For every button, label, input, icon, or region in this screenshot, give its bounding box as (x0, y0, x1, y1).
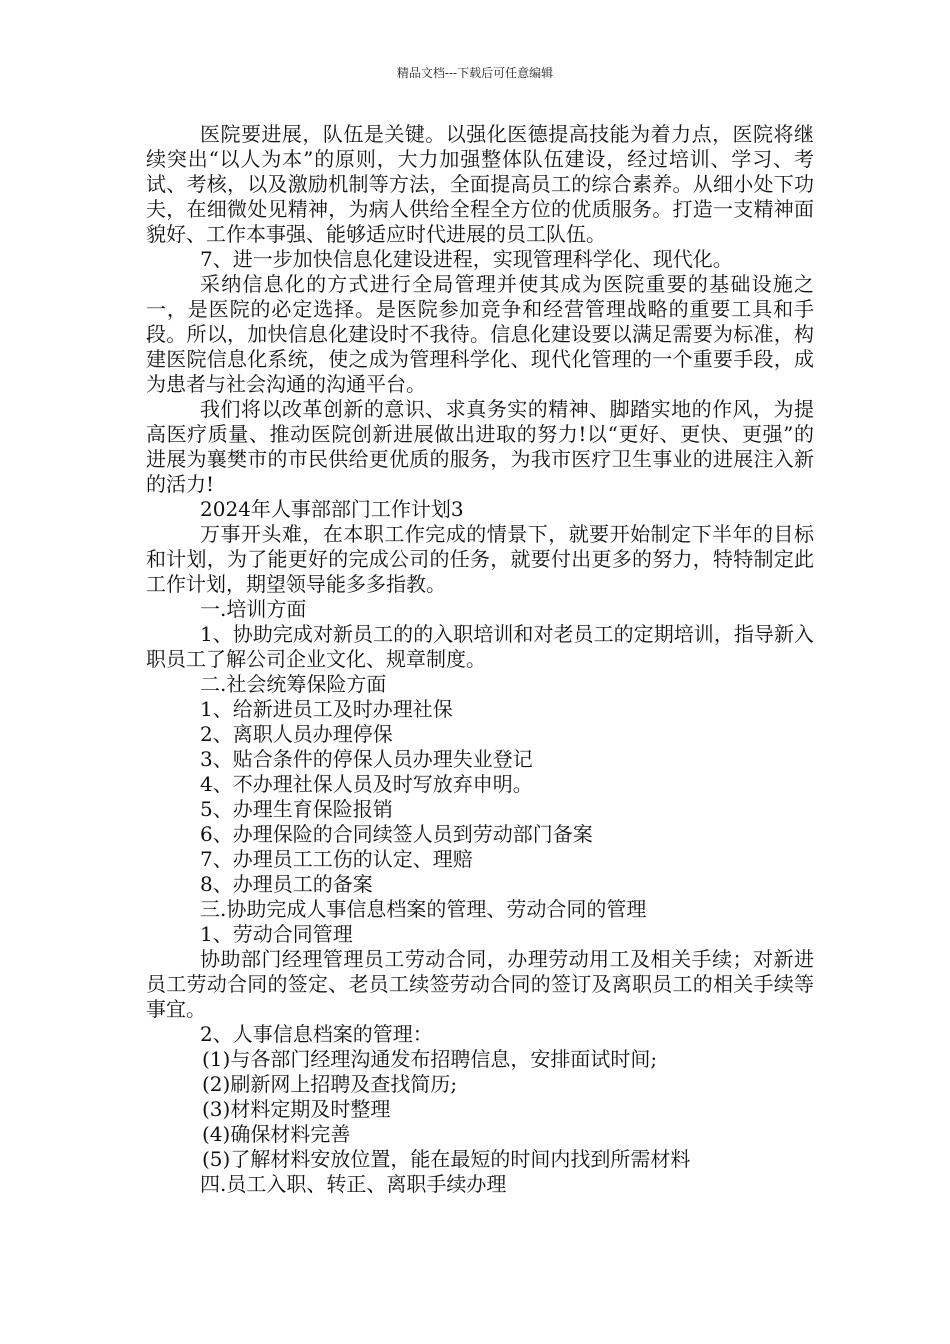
paragraph: 采纳信息化的方式进行全局管理并使其成为医院重要的基础设施之一，是医院的必定选择。是医院参加竞争和经营管理战略的重要工具和手段。所以，加快信息化建设时不我待。信息化建设要以满足需要为标准，构建医院信息化系统，使之成为管理科学化、现代化管理的一个重要手段，成为患者与社会沟通的沟通平台。 (146, 272, 814, 396)
paragraph: 协助部门经理管理员工劳动合同，办理劳动用工及相关手续；对新进员工劳动合同的签定、老员工续签劳动合同的签订及离职员工的相关手续等事宜。 (146, 947, 814, 1021)
paragraph: (3)材料定期及时整理 (202, 1097, 391, 1121)
paragraph: 7、办理员工工伤的认定、理赔 (200, 847, 473, 871)
paragraph: 1、协助完成对新员工的的入职培训和对老员工的定期培训，指导新入职员工了解公司企业文化、规章制度。 (146, 622, 814, 671)
paragraph: (2)刷新网上招聘及查找简历; (202, 1072, 458, 1096)
paragraph: 8、办理员工的备案 (200, 872, 373, 896)
paragraph: 三.协助完成人事信息档案的管理、劳动合同的管理 (200, 897, 647, 921)
paragraph: 我们将以改革创新的意识、求真务实的精神、脚踏实地的作风，为提高医疗质量、推动医院创新进展做出进取的努力!以“更好、更快、更强”的进展为襄樊市的市民供给更优质的服务，为我市医疗卫生事业的进展注入新的活力! (146, 397, 814, 496)
paragraph: 2024年人事部部门工作计划3 (200, 497, 464, 521)
document-body (146, 122, 814, 1197)
paragraph: 5、办理生育保险报销 (200, 797, 393, 821)
paragraph: 7、进一步加快信息化建设进程，实现管理科学化、现代化。 (200, 247, 733, 271)
page-header: 精品文档---下载后可任意编辑 (396, 66, 554, 80)
paragraph: 医院要进展，队伍是关键。以强化医德提高技能为着力点，医院将继续突出“以人为本”的原则，大力加强整体队伍建设，经过培训、学习、考试、考核，以及激励机制等方法，全面提高员工的综合素养。从细小处下功夫，在细微处见精神，为病人供给全程全方位的优质服务。打造一支精神面貌好、工作本事强、能够适应时代进展的员工队伍。 (146, 122, 814, 246)
paragraph: 一.培训方面 (200, 597, 307, 621)
paragraph: (5)了解材料安放位置，能在最短的时间内找到所需材料 (202, 1147, 691, 1171)
paragraph: 6、办理保险的合同续签人员到劳动部门备案 (200, 822, 593, 846)
paragraph: 2、离职人员办理停保 (200, 722, 393, 746)
paragraph: 2、人事信息档案的管理： (200, 1022, 433, 1046)
paragraph: 万事开头难，在本职工作完成的情景下，就要开始制定下半年的目标和计划，为了能更好的完成公司的任务，就要付出更多的努力，特特制定此工作计划，期望领导能多多指教。 (146, 522, 814, 596)
paragraph: 二.社会统筹保险方面 (200, 672, 387, 696)
paragraph: 4、不办理社保人员及时写放弃申明。 (200, 772, 533, 796)
paragraph: 3、贴合条件的停保人员办理失业登记 (200, 747, 533, 771)
paragraph: (4)确保材料完善 (202, 1122, 351, 1146)
paragraph: (1)与各部门经理沟通发布招聘信息，安排面试时间; (202, 1047, 658, 1071)
paragraph: 四.员工入职、转正、离职手续办理 (200, 1172, 507, 1196)
paragraph: 1、劳动合同管理 (200, 922, 353, 946)
paragraph: 1、给新进员工及时办理社保 (200, 697, 453, 721)
